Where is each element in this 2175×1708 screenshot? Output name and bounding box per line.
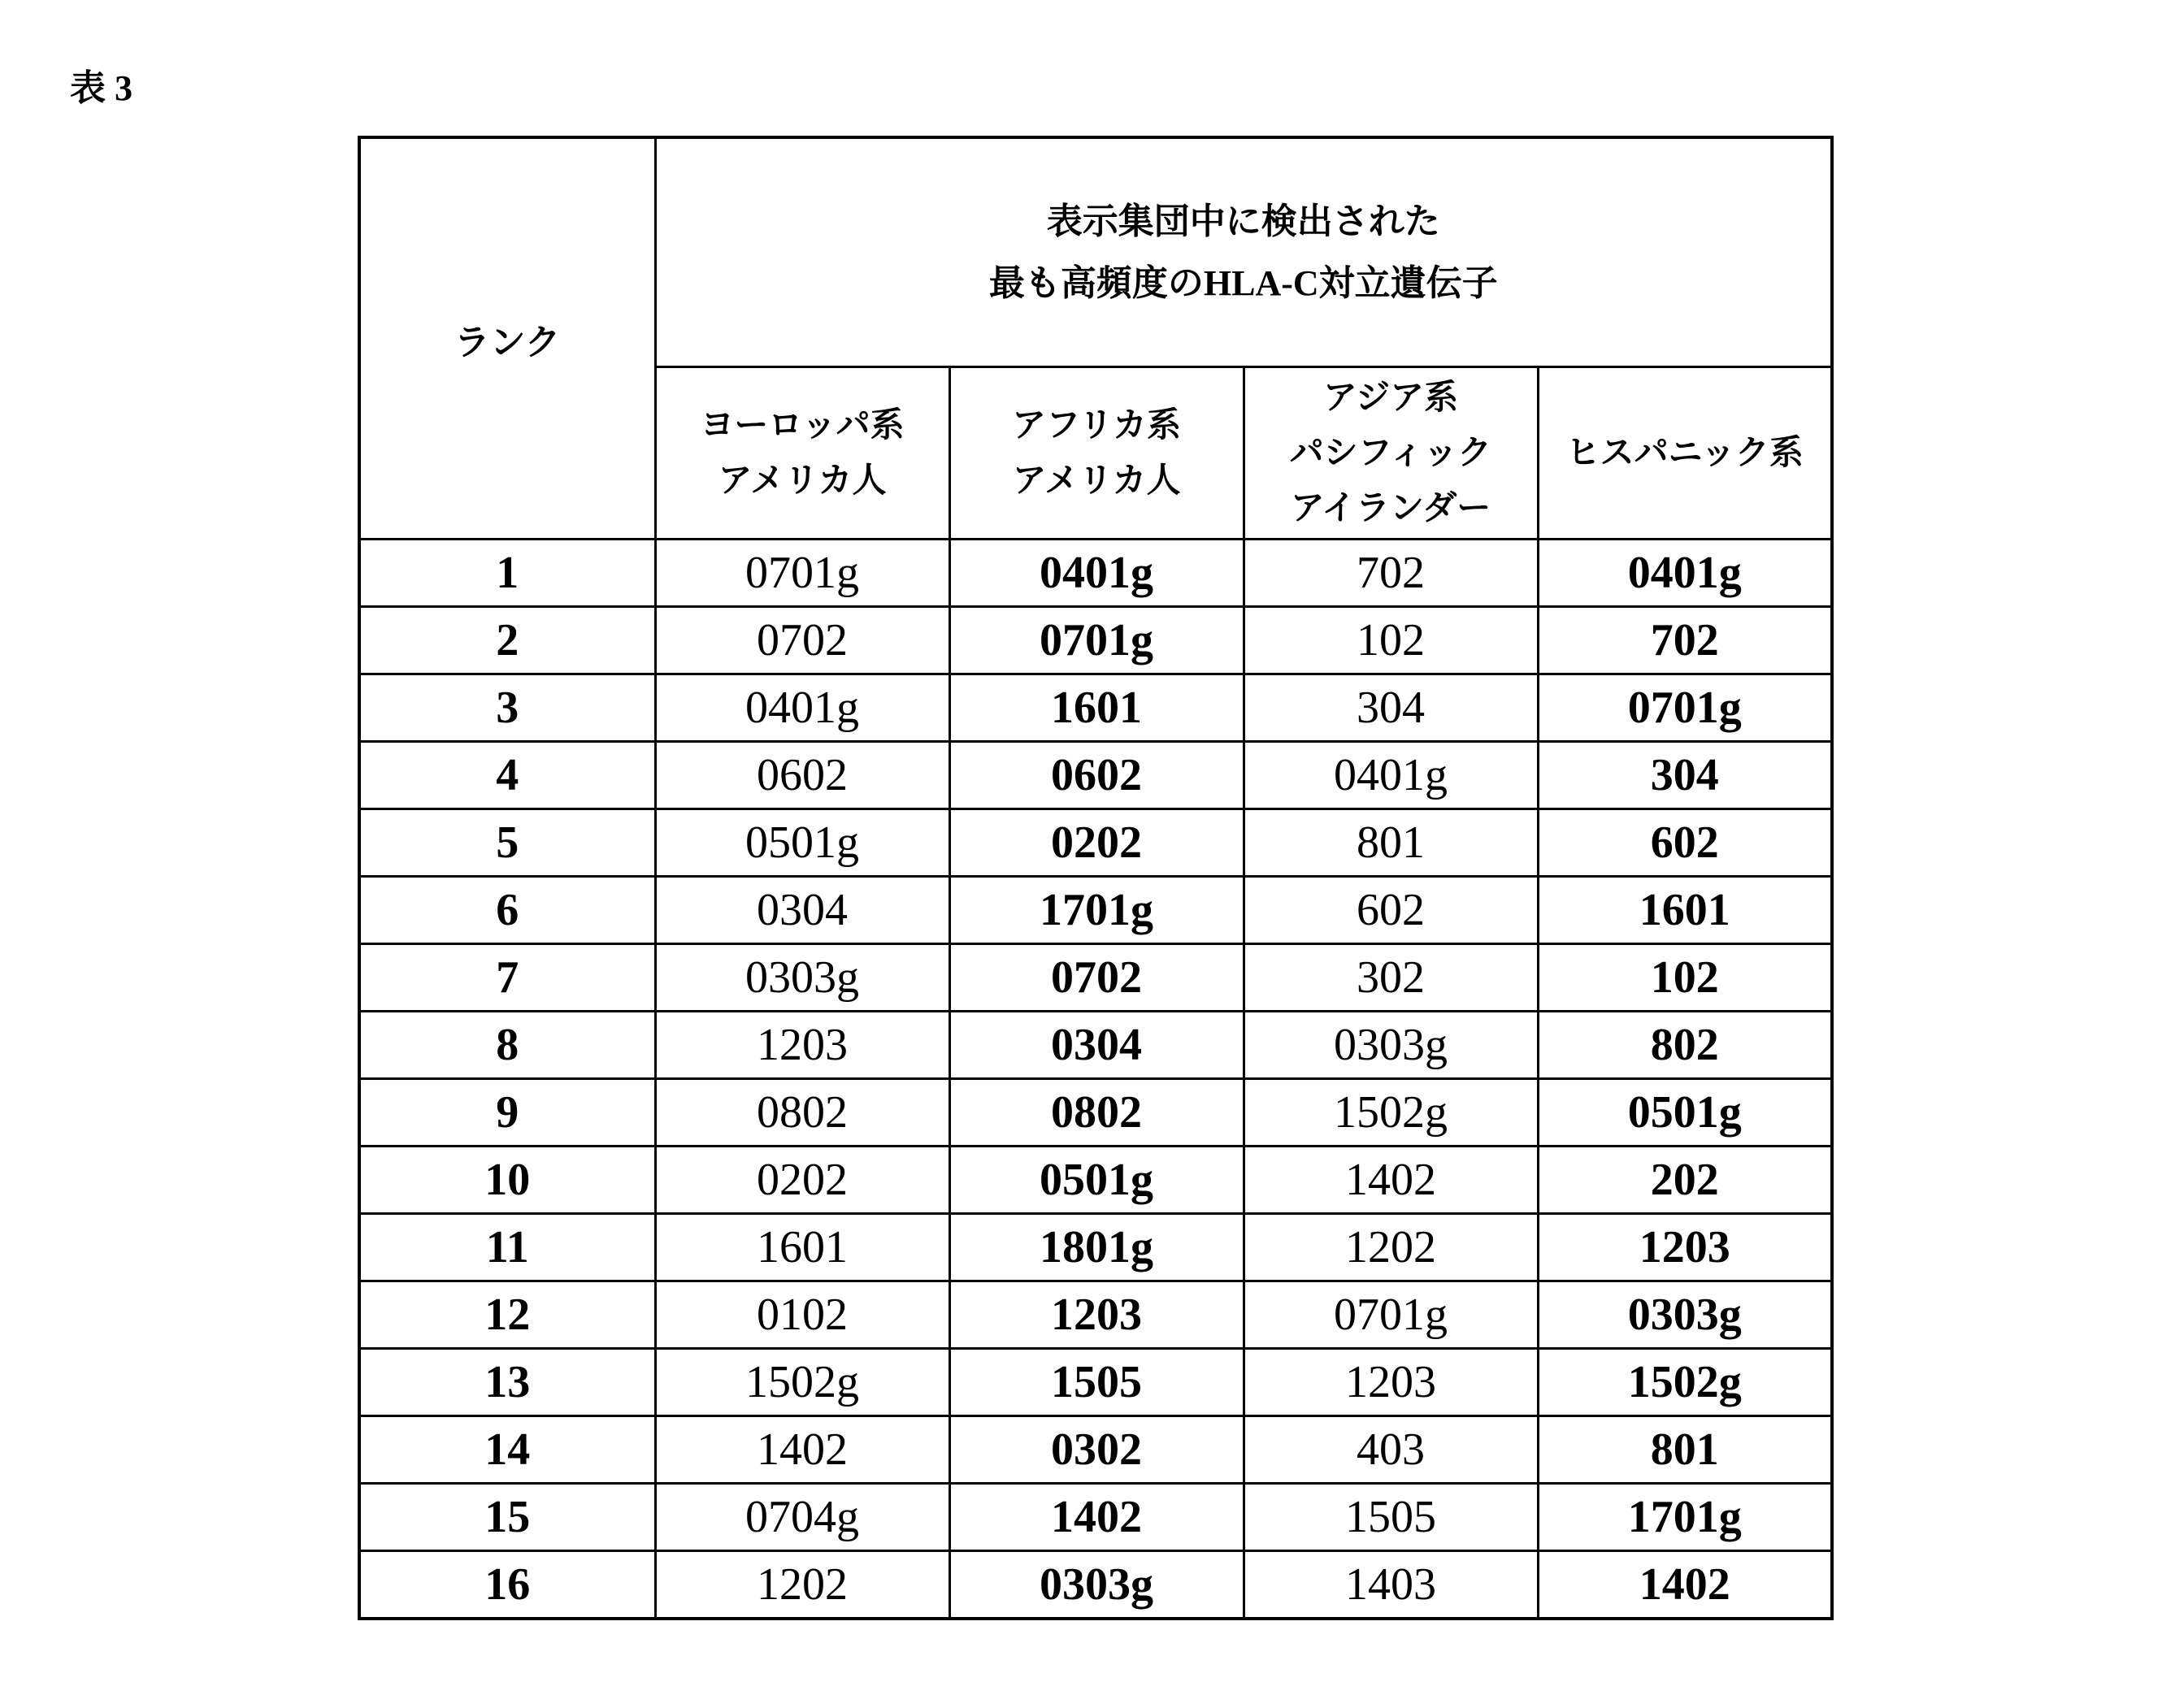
table-row <box>359 1416 1832 1484</box>
hispanic-cell: 602 <box>1538 809 1832 877</box>
header-line: ヨーロッパ系 <box>700 406 905 444</box>
asian-pacific-islander-cell: 0701g <box>1244 1281 1538 1349</box>
african-american-cell: 1701g <box>949 877 1244 944</box>
table-row <box>359 877 1832 944</box>
hispanic-cell: 702 <box>1538 607 1832 674</box>
column-header-african-american <box>949 367 1244 540</box>
african-american-cell: 0202 <box>949 809 1244 877</box>
european-american-cell: 0704g <box>655 1484 949 1551</box>
asian-pacific-islander-cell: 801 <box>1244 809 1538 877</box>
rank-cell: 10 <box>359 1147 655 1214</box>
asian-pacific-islander-cell: 1203 <box>1244 1349 1538 1416</box>
african-american-cell: 0304 <box>949 1012 1244 1079</box>
column-header-hispanic <box>1538 367 1832 540</box>
african-american-cell: 1505 <box>949 1349 1244 1416</box>
european-american-cell: 1203 <box>655 1012 949 1079</box>
rank-cell: 5 <box>359 809 655 877</box>
hispanic-cell: 801 <box>1538 1416 1832 1484</box>
hispanic-cell: 102 <box>1538 944 1832 1012</box>
rank-cell: 13 <box>359 1349 655 1416</box>
table-row <box>359 1214 1832 1281</box>
rank-cell: 7 <box>359 944 655 1012</box>
asian-pacific-islander-cell: 403 <box>1244 1416 1538 1484</box>
asian-pacific-islander-cell: 0401g <box>1244 742 1538 809</box>
african-american-cell: 0302 <box>949 1416 1244 1484</box>
header-line: アイランダー <box>1290 489 1491 527</box>
european-american-cell: 0102 <box>655 1281 949 1349</box>
hispanic-cell: 0501g <box>1538 1079 1832 1147</box>
rank-cell: 3 <box>359 674 655 742</box>
african-american-cell: 1402 <box>949 1484 1244 1551</box>
rank-cell: 12 <box>359 1281 655 1349</box>
hispanic-cell: 1402 <box>1538 1551 1832 1619</box>
header-line: アジア系 <box>1322 379 1459 417</box>
african-american-cell: 0602 <box>949 742 1244 809</box>
main-header <box>655 137 1832 367</box>
asian-pacific-islander-cell: 1402 <box>1244 1147 1538 1214</box>
table-caption: 表 3 <box>70 68 132 108</box>
asian-pacific-islander-cell: 302 <box>1244 944 1538 1012</box>
european-american-cell: 0602 <box>655 742 949 809</box>
header-line: アメリカ人 <box>718 462 887 500</box>
european-american-cell: 1402 <box>655 1416 949 1484</box>
main-header-line-2: 最も高頻度のHLA-C対立遺伝子 <box>988 262 1498 303</box>
african-american-cell: 0702 <box>949 944 1244 1012</box>
rank-cell: 16 <box>359 1551 655 1619</box>
table-row <box>359 742 1832 809</box>
african-american-cell: 0401g <box>949 540 1244 607</box>
table-row <box>359 809 1832 877</box>
hispanic-cell: 0303g <box>1538 1281 1832 1349</box>
hispanic-cell: 0401g <box>1538 540 1832 607</box>
european-american-cell: 0802 <box>655 1079 949 1147</box>
asian-pacific-islander-cell: 1502g <box>1244 1079 1538 1147</box>
column-header-european-american <box>655 367 949 540</box>
european-american-cell: 0701g <box>655 540 949 607</box>
european-american-cell: 0702 <box>655 607 949 674</box>
rank-cell: 8 <box>359 1012 655 1079</box>
hispanic-cell: 802 <box>1538 1012 1832 1079</box>
hispanic-cell: 1701g <box>1538 1484 1832 1551</box>
rank-cell: 15 <box>359 1484 655 1551</box>
asian-pacific-islander-cell: 102 <box>1244 607 1538 674</box>
header-line: アフリカ系 <box>1012 406 1181 444</box>
hispanic-cell: 1601 <box>1538 877 1832 944</box>
table-row <box>359 944 1832 1012</box>
table-row <box>359 1147 1832 1214</box>
rank-cell: 2 <box>359 607 655 674</box>
table-row <box>359 1079 1832 1147</box>
european-american-cell: 1502g <box>655 1349 949 1416</box>
asian-pacific-islander-cell: 1505 <box>1244 1484 1538 1551</box>
hispanic-cell: 0701g <box>1538 674 1832 742</box>
asian-pacific-islander-cell: 0303g <box>1244 1012 1538 1079</box>
african-american-cell: 1801g <box>949 1214 1244 1281</box>
african-american-cell: 0303g <box>949 1551 1244 1619</box>
table-row <box>359 607 1832 674</box>
rank-cell: 1 <box>359 540 655 607</box>
african-american-cell: 0802 <box>949 1079 1244 1147</box>
table-row <box>359 1551 1832 1619</box>
hla-c-allele-table <box>358 136 1834 1620</box>
african-american-cell: 0501g <box>949 1147 1244 1214</box>
african-american-cell: 1601 <box>949 674 1244 742</box>
hispanic-cell: 1502g <box>1538 1349 1832 1416</box>
hispanic-cell: 202 <box>1538 1147 1832 1214</box>
asian-pacific-islander-cell: 602 <box>1244 877 1538 944</box>
rank-cell: 6 <box>359 877 655 944</box>
main-header-line-1: 表示集団中に検出された <box>1046 201 1440 241</box>
rank-cell: 11 <box>359 1214 655 1281</box>
european-american-cell: 0304 <box>655 877 949 944</box>
asian-pacific-islander-cell: 1403 <box>1244 1551 1538 1619</box>
european-american-cell: 1202 <box>655 1551 949 1619</box>
african-american-cell: 1203 <box>949 1281 1244 1349</box>
rank-header: ランク <box>359 137 655 540</box>
column-header-asian-pacific-islander <box>1244 367 1538 540</box>
european-american-cell: 0202 <box>655 1147 949 1214</box>
asian-pacific-islander-cell: 1202 <box>1244 1214 1538 1281</box>
european-american-cell: 0303g <box>655 944 949 1012</box>
table-row <box>359 1012 1832 1079</box>
european-american-cell: 1601 <box>655 1214 949 1281</box>
table-row <box>359 1281 1832 1349</box>
african-american-cell: 0701g <box>949 607 1244 674</box>
table-row <box>359 1484 1832 1551</box>
european-american-cell: 0501g <box>655 809 949 877</box>
header-line: パシフィック <box>1289 434 1492 472</box>
rank-cell: 4 <box>359 742 655 809</box>
european-american-cell: 0401g <box>655 674 949 742</box>
header-line: ヒスパニック系 <box>1565 434 1804 472</box>
asian-pacific-islander-cell: 304 <box>1244 674 1538 742</box>
asian-pacific-islander-cell: 702 <box>1244 540 1538 607</box>
rank-cell: 14 <box>359 1416 655 1484</box>
table-row <box>359 674 1832 742</box>
hispanic-cell: 1203 <box>1538 1214 1832 1281</box>
hispanic-cell: 304 <box>1538 742 1832 809</box>
table-row <box>359 1349 1832 1416</box>
rank-cell: 9 <box>359 1079 655 1147</box>
table-row <box>359 540 1832 607</box>
header-line: アメリカ人 <box>1012 462 1181 500</box>
